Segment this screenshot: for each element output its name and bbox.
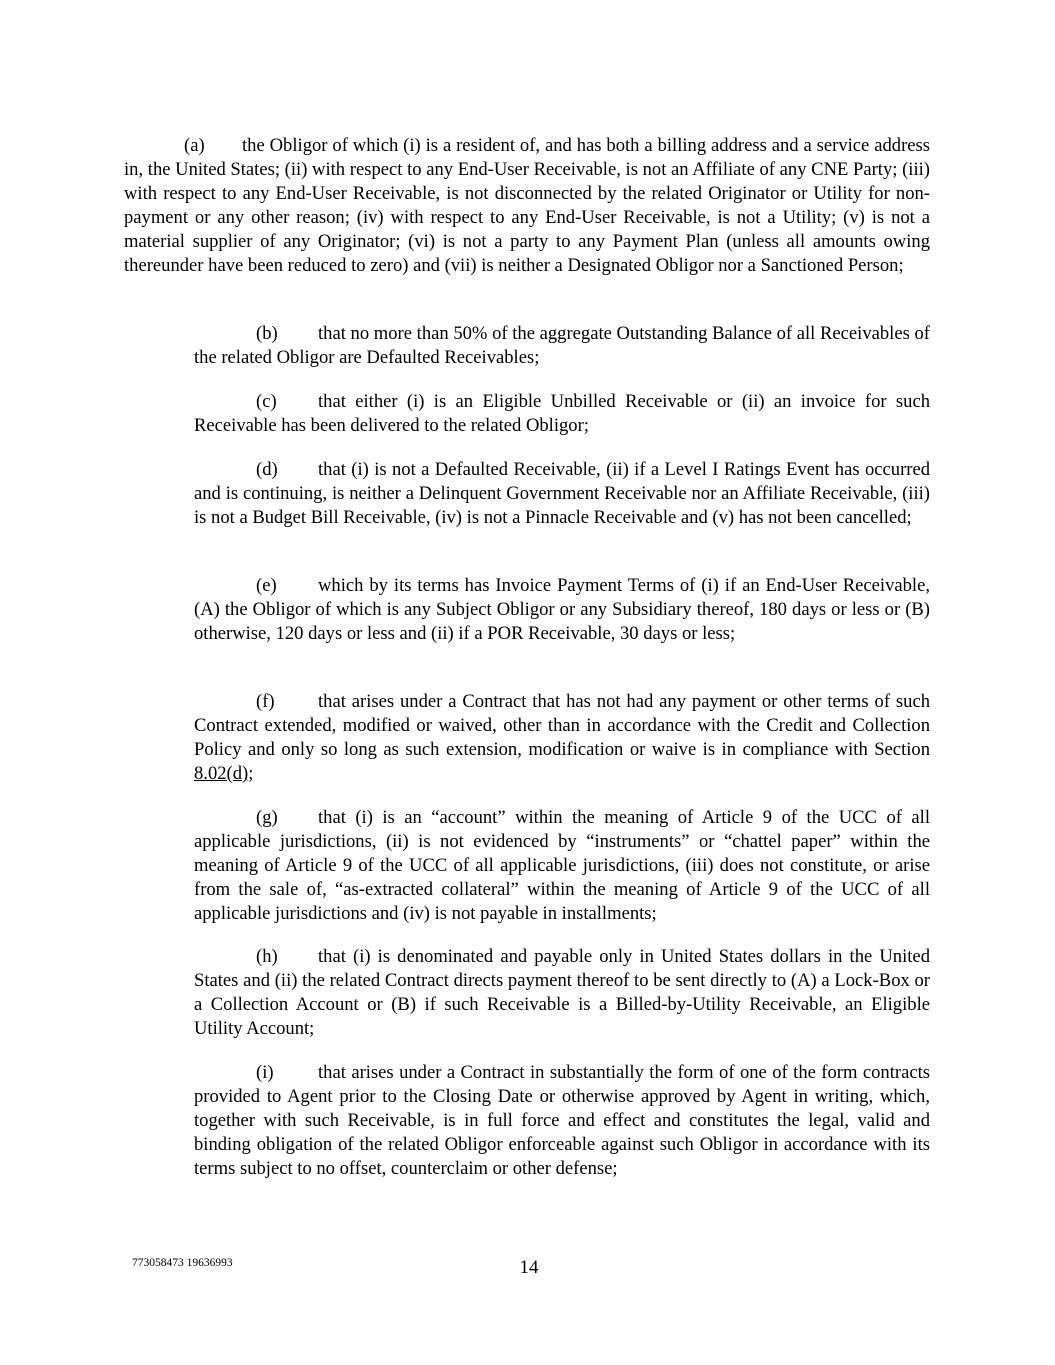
paragraph-f-text: that arises under a Contract that has not had any payment or other terms of such Contract extended, modified or waived, other than in accordance with the Credit and Collection Policy and only so long as such extension, modification or waive is in compliance with Section: [194, 691, 930, 760]
section-reference: 8.02(d): [194, 763, 249, 784]
paragraph-h-text: that (i) is denominated and payable only in United States dollars in the United States and (ii) the related Contract directs payment thereof to be sent directly to (A) a Lock-Box or a Collection Account or (B) if such Receivable is a Billed-by-Utility Receivable, an Eligible Utility Account;: [194, 946, 930, 1039]
paragraph-i-text: that arises under a Contract in substantially the form of one of the form contracts provided to Agent prior to the Closing Date or otherwise approved by Agent in writing, which, together with such Receivable, is in full force and effect and constitutes the legal, valid and binding obligation of the related Obligor enforceable against such Obligor in accordance with its terms subject to no offset, counterclaim or other defense;: [194, 1062, 930, 1179]
paragraph-c: [194, 390, 930, 438]
paragraph-f: [194, 690, 930, 786]
paragraph-a-label: (a): [184, 135, 205, 156]
paragraph-b-label: (b): [256, 323, 278, 344]
paragraph-b: [194, 322, 930, 370]
paragraph-e-text: which by its terms has Invoice Payment Terms of (i) if an End-User Receivable, (A) the Obligor of which is any Subject Obligor or any Subsidiary thereof, 180 days or less or (B) otherwise, 120 days or less and (ii) if a POR Receivable, 30 days or less;: [194, 575, 930, 644]
paragraph-d-text: that (i) is not a Defaulted Receivable, (ii) if a Level I Ratings Event has occurred and is continuing, is neither a Delinquent Government Receivable nor an Affiliate Receivable, (iii) is not a Budget Bill Receivable, (iv) is not a Pinnacle Receivable and (v) has not been cancelled;: [194, 459, 930, 528]
paragraph-f-text-end: ;: [248, 763, 254, 784]
paragraph-g: [194, 806, 930, 926]
page-number: 14: [519, 1257, 539, 1278]
paragraph-i-label: (i): [256, 1062, 274, 1083]
paragraph-h: [194, 945, 930, 1041]
paragraph-a: [124, 134, 930, 278]
paragraph-e: [194, 574, 930, 646]
document-id: 773058473 19636993: [132, 1257, 233, 1269]
paragraph-h-label: (h): [256, 946, 278, 967]
paragraph-f-label: (f): [256, 691, 275, 712]
paragraph-b-text: that no more than 50% of the aggregate Outstanding Balance of all Receivables of the related Obligor are Defaulted Receivables;: [194, 323, 930, 368]
paragraph-g-text: that (i) is an “account” within the meaning of Article 9 of the UCC of all applicable jurisdictions, (ii) is not evidenced by “instruments” or “chattel paper” within the meaning of Article 9 of the UCC of all applicable jurisdictions, (iii) does not constitute, or arise from the sale of, “as-extracted collateral” within the meaning of Article 9 of the UCC of all applicable jurisdictions and (iv) is not payable in installments;: [194, 807, 930, 924]
paragraph-g-label: (g): [256, 807, 278, 828]
paragraph-c-text: that either (i) is an Eligible Unbilled Receivable or (ii) an invoice for such Receivable has been delivered to the related Obligor;: [194, 391, 930, 436]
paragraph-e-label: (e): [256, 575, 277, 596]
paragraph-d: [194, 458, 930, 530]
paragraph-d-label: (d): [256, 459, 278, 480]
paragraph-i: [194, 1061, 930, 1181]
paragraph-c-label: (c): [256, 391, 277, 412]
paragraph-a-text: the Obligor of which (i) is a resident of, and has both a billing address and a service address in, the United States; (ii) with respect to any End-User Receivable, is not an Affiliate of any CNE Party; (iii) with respect to any End-User Receivable, is not disconnected by the related Originator or Utility for non-payment or any other reason; (iv) with respect to any End-User Receivable, is not a Utility; (v) is not a material supplier of any Originator; (vi) is not a party to any Payment Plan (unless all amounts owing thereunder have been reduced to zero) and (vii) is neither a Designated Obligor nor a Sanctioned Person;: [124, 135, 930, 276]
